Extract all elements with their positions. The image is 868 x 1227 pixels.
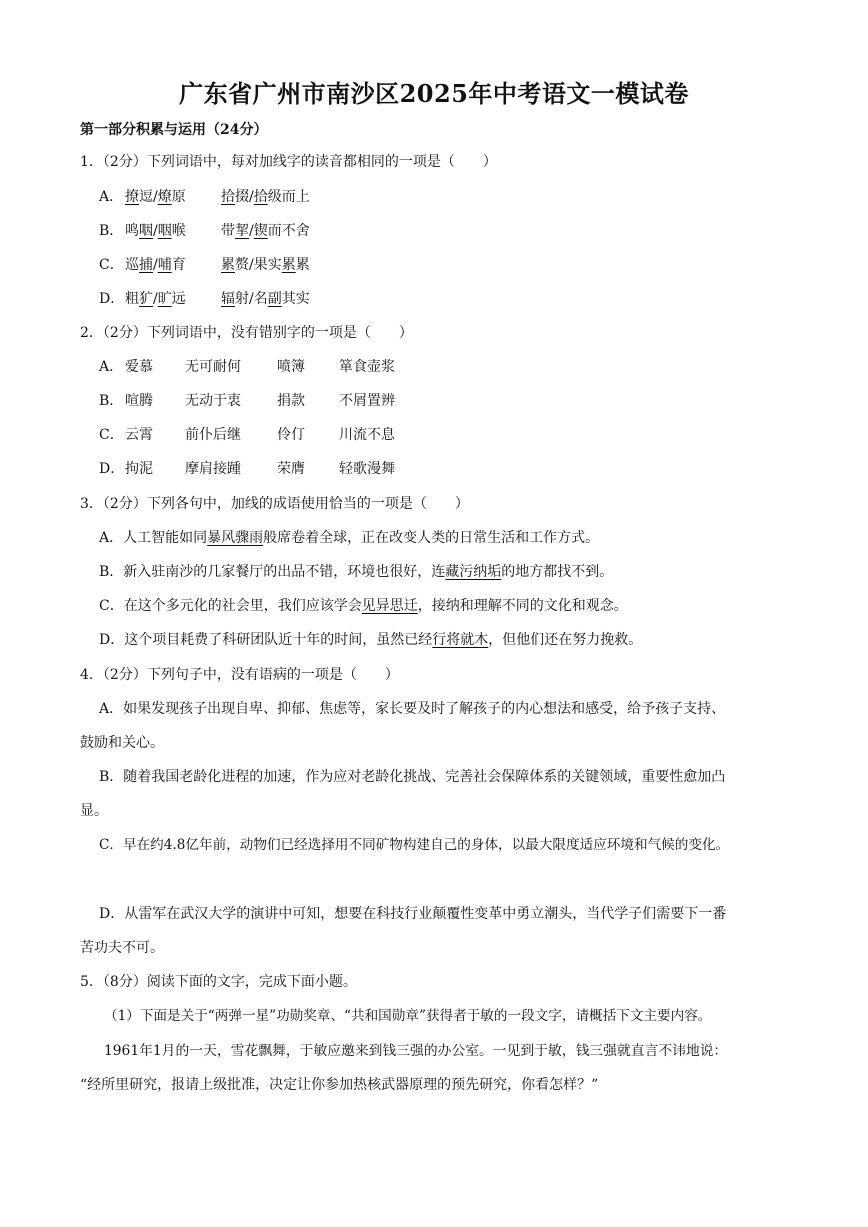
question-5-stem: 5．（8分）阅读下面的文字，完成下面小题。 bbox=[80, 974, 357, 990]
q2-option-b: B． 喧腾 无动于衷 捐款 不屑置辨 bbox=[99, 393, 395, 409]
q4-option-a-cont: 鼓励和关心。 bbox=[80, 735, 164, 751]
q5-passage-line-2: “经所里研究，报请上级批准，决定让你参加热核武器原理的预先研究，你看怎样？” bbox=[80, 1077, 599, 1093]
q2-option-a: A． 爱慕 无可耐何 喷簿 箪食壶浆 bbox=[99, 359, 395, 375]
q4-option-d-cont: 苦功夫不可。 bbox=[80, 940, 164, 956]
q4-option-b-cont: 显。 bbox=[80, 803, 108, 819]
underlined-idiom: 暴风骤雨 bbox=[207, 530, 264, 546]
question-3-stem: 3．（2分）下列各句中，加线的成语使用恰当的一项是（ ） bbox=[80, 496, 469, 512]
q2-option-d: D． 拘泥 摩肩接踵 荣膺 轻歌漫舞 bbox=[99, 461, 395, 477]
q4-option-b: B．随着我国老龄化进程的加速，作为应对老龄化挑战、完善社会保障体系的关键领域，重要性愈加凸 bbox=[99, 769, 726, 785]
underlined-idiom: 藏污纳垢 bbox=[445, 564, 502, 580]
q1-option-d: D． 粗犷/旷远 辐射/名副其实 bbox=[99, 291, 310, 307]
q4-option-a: A．如果发现孩子出现自卑、抑郁、焦虑等，家长要及时了解孩子的内心想法和感受，给予孩子支持、 bbox=[99, 701, 726, 717]
q4-option-d: D．从雷军在武汉大学的演讲中可知，想要在科技行业颠覆性变革中勇立潮头，当代学子们需要下一番 bbox=[99, 906, 727, 922]
q3-option-a: A．人工智能如同暴风骤雨般席卷着全球，正在改变人类的日常生活和工作方式。 bbox=[99, 530, 600, 546]
question-1-stem: 1．（2分）下列词语中，每对加线字的读音都相同的一项是（ ） bbox=[80, 154, 497, 170]
q5-sub-question-1: （1）下面是关于“两弹一星”功勋奖章、“共和国勋章”获得者于敏的一段文字，请概括下文主要内容。 bbox=[104, 1008, 712, 1024]
q3-option-c: C．在这个多元化的社会里，我们应该学会见异思迁，接纳和理解不同的文化和观念。 bbox=[99, 598, 628, 614]
question-2-stem: 2．（2分）下列词语中，没有错别字的一项是（ ） bbox=[80, 325, 413, 341]
q3-option-d: D．这个项目耗费了科研团队近十年的时间，虽然已经行将就木，但他们还在努力挽救。 bbox=[99, 632, 643, 648]
q1-option-c: C． 巡捕/哺育 累赘/果实累累 bbox=[99, 257, 310, 273]
underlined-idiom: 见异思迁 bbox=[361, 598, 418, 614]
q1-option-a: A． 撩逗/燎原 拾掇/拾级而上 bbox=[99, 189, 310, 205]
page-title: 广东省广州市南沙区2025年中考语文一模试卷 bbox=[179, 79, 689, 108]
question-4-stem: 4．（2分）下列句子中，没有语病的一项是（ ） bbox=[80, 667, 399, 683]
q4-option-c: C．早在约4.8亿年前，动物们已经选择用不同矿物构建自己的身体，以最大限度适应环境和气候的变化。 bbox=[99, 837, 730, 853]
section-heading: 第一部分积累与运用（24分） bbox=[80, 122, 268, 138]
q3-option-b: B．新入驻南沙的几家餐厅的出品不错，环境也很好，连藏污纳垢的地方都找不到。 bbox=[99, 564, 614, 580]
underlined-idiom: 行将就木 bbox=[432, 632, 489, 648]
q5-passage-line-1: 1961年1月的一天，雪花飘舞，于敏应邀来到钱三强的办公室。一见到于敏，钱三强就直言不讳地说： bbox=[104, 1043, 728, 1059]
q2-option-c: C． 云霄 前仆后继 伶仃 川流不息 bbox=[99, 427, 395, 443]
q1-option-b: B． 鸣咽/咽喉 带挈/锲而不舍 bbox=[99, 223, 310, 239]
